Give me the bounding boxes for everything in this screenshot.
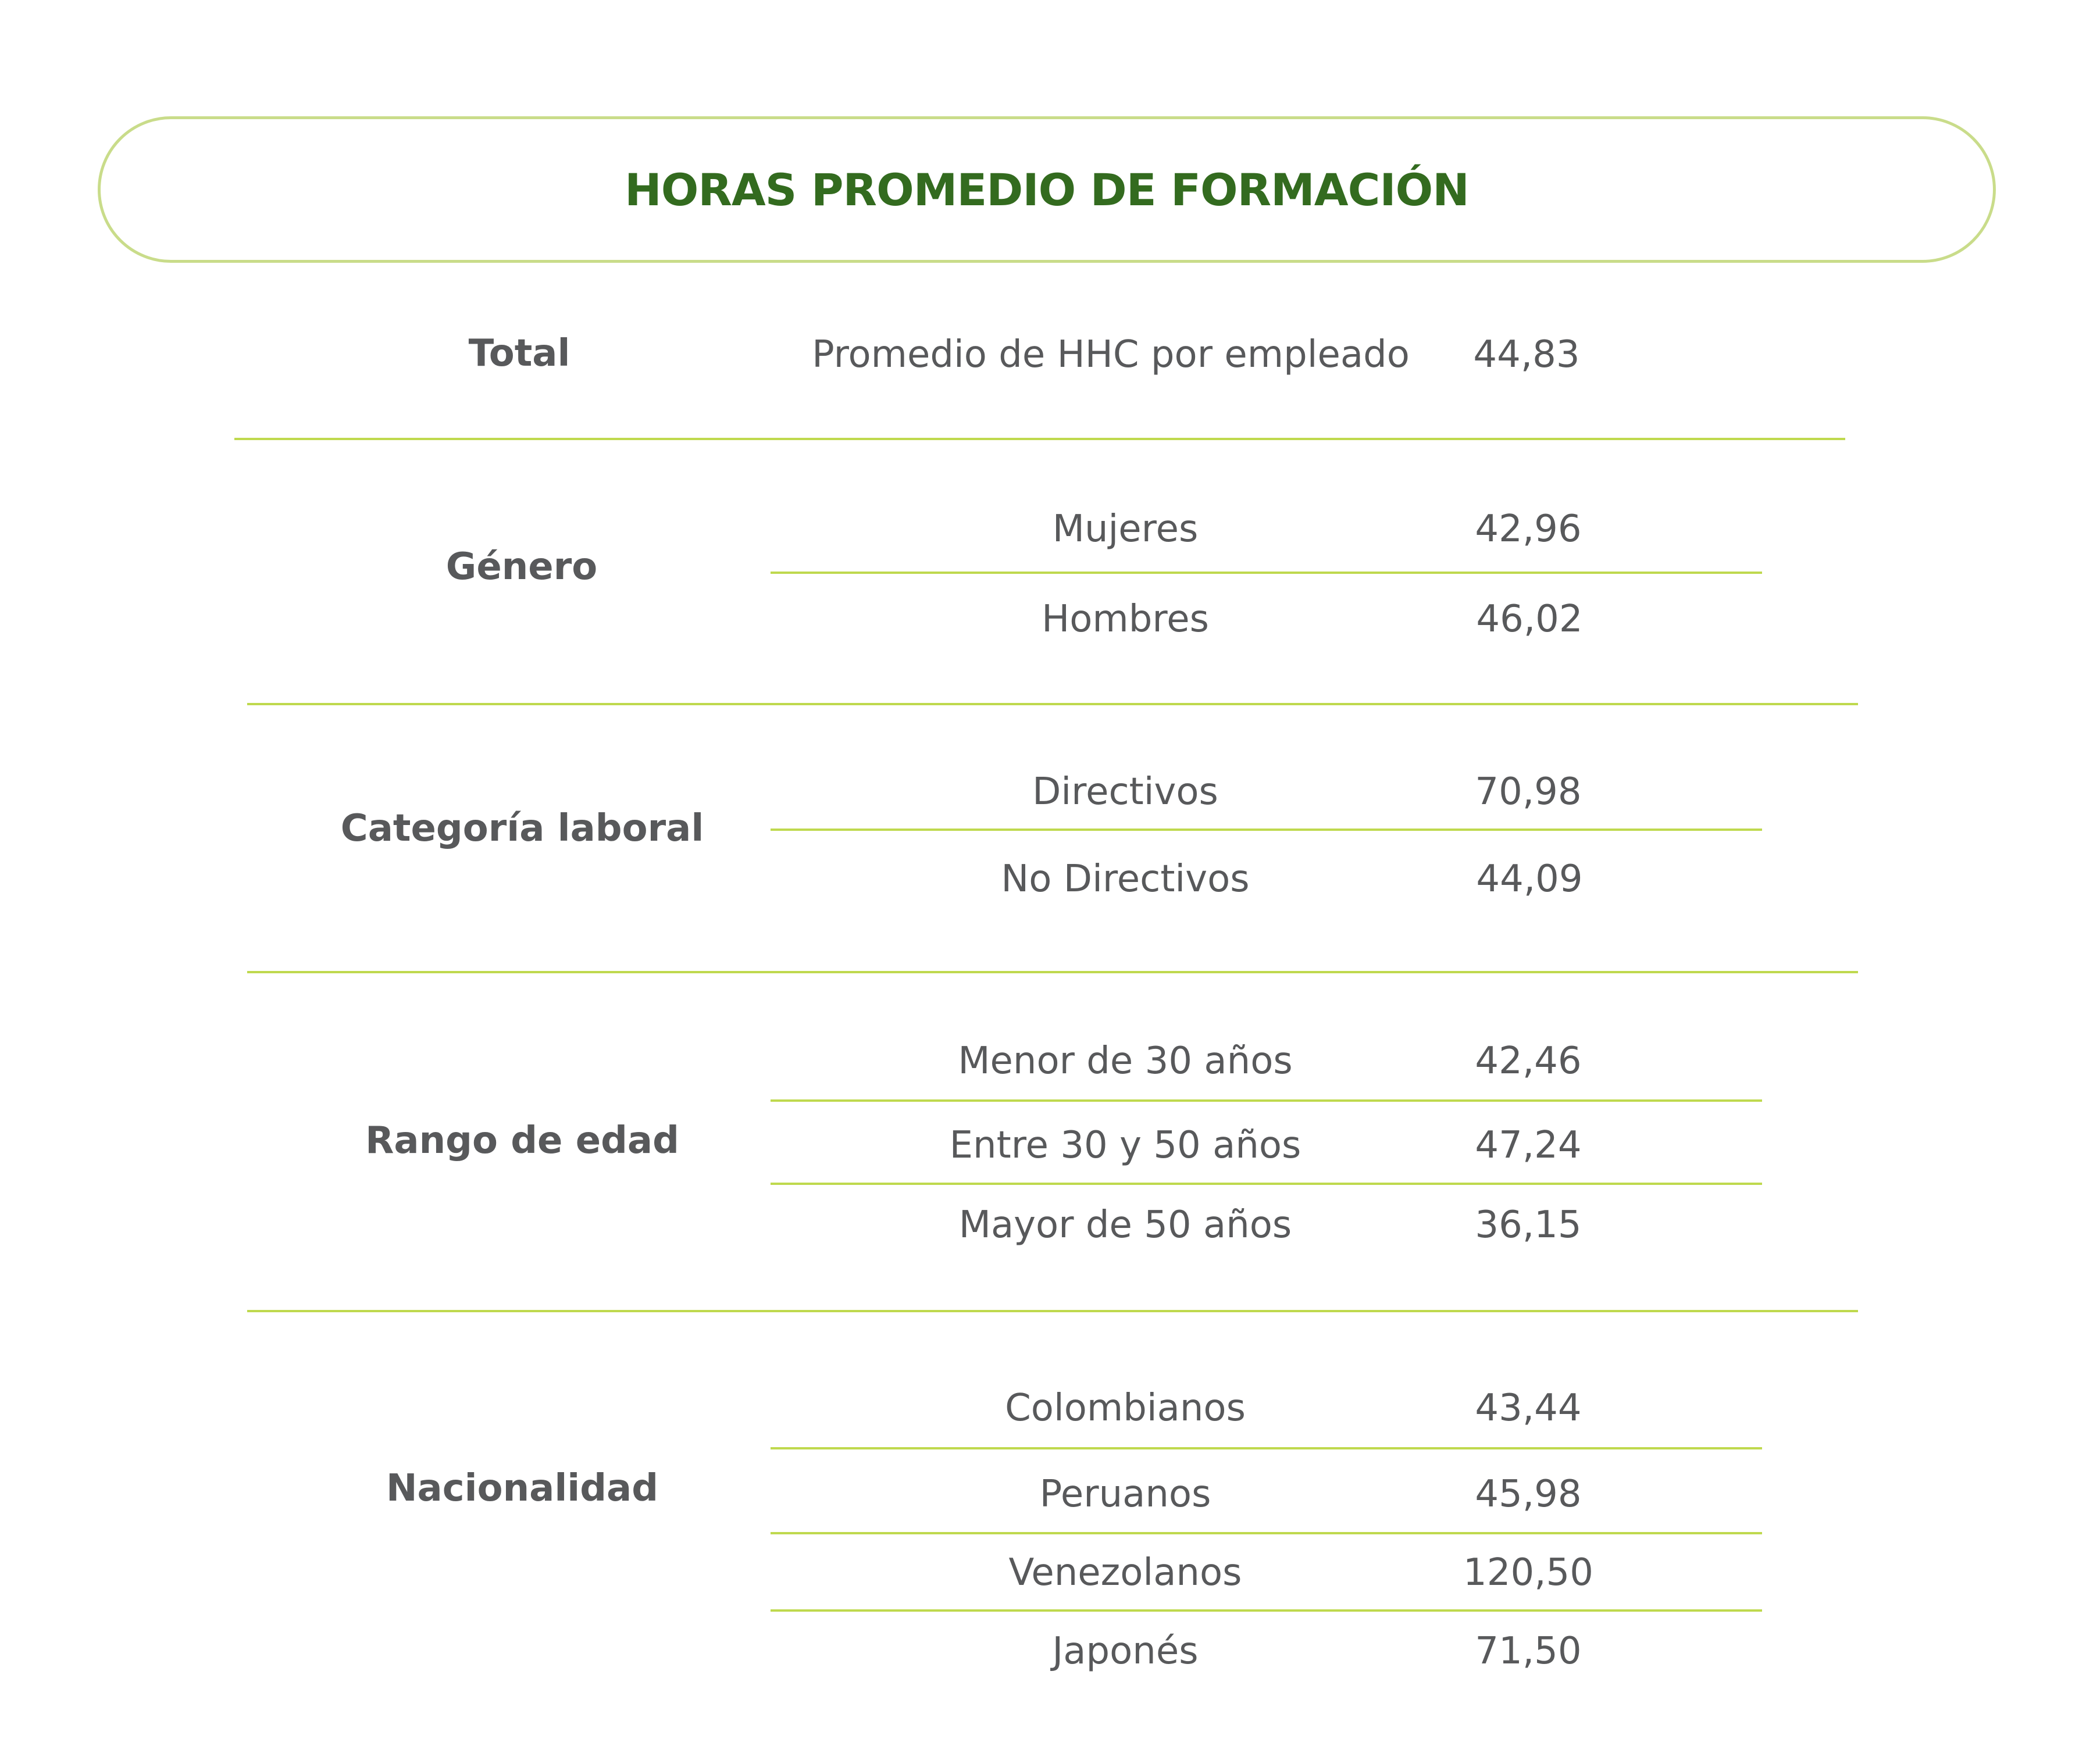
row-value: 45,98 xyxy=(1475,1473,1582,1516)
row-value: 42,96 xyxy=(1475,508,1582,551)
section-divider xyxy=(247,971,1858,973)
row-label: No Directivos xyxy=(1001,858,1250,901)
row-label: Peruanos xyxy=(1039,1473,1211,1516)
row-value: 70,98 xyxy=(1475,770,1582,813)
row-divider xyxy=(771,829,1762,831)
row-divider xyxy=(771,1609,1762,1612)
category-rango-de-edad: Rango de edad xyxy=(365,1119,679,1162)
category-nacionalidad: Nacionalidad xyxy=(386,1467,659,1510)
row-label: Japonés xyxy=(1052,1630,1199,1673)
row-value: 120,50 xyxy=(1463,1551,1593,1594)
row-value: 47,24 xyxy=(1475,1124,1582,1167)
row-value: 46,02 xyxy=(1476,598,1583,641)
row-label: Menor de 30 años xyxy=(958,1040,1293,1083)
row-value: 44,09 xyxy=(1476,858,1583,901)
row-value: 43,44 xyxy=(1475,1387,1582,1430)
row-divider xyxy=(771,1532,1762,1534)
row-value: 42,46 xyxy=(1475,1040,1582,1083)
row-value: 44,83 xyxy=(1473,333,1580,376)
row-value: 36,15 xyxy=(1475,1204,1582,1247)
row-label: Directivos xyxy=(1032,770,1218,813)
category-genero: Género xyxy=(445,545,598,588)
section-divider xyxy=(247,703,1858,705)
section-divider xyxy=(234,438,1845,440)
category-total: Total xyxy=(468,332,570,375)
row-divider xyxy=(771,1099,1762,1102)
row-label: Colombianos xyxy=(1005,1387,1246,1430)
category-categoria-laboral: Categoría laboral xyxy=(340,807,704,850)
row-label: Promedio de HHC por empleado xyxy=(812,333,1410,376)
row-label: Venezolanos xyxy=(1008,1551,1242,1594)
row-value: 71,50 xyxy=(1475,1630,1582,1673)
title-banner xyxy=(98,116,1996,263)
row-divider xyxy=(771,1447,1762,1449)
row-label: Hombres xyxy=(1042,598,1209,641)
section-divider xyxy=(247,1310,1858,1312)
row-label: Mujeres xyxy=(1052,508,1199,551)
row-label: Entre 30 y 50 años xyxy=(949,1124,1301,1167)
row-label: Mayor de 50 años xyxy=(958,1204,1292,1247)
page-title: HORAS PROMEDIO DE FORMACIÓN xyxy=(625,163,1469,216)
row-divider xyxy=(771,572,1762,574)
row-divider xyxy=(771,1183,1762,1185)
